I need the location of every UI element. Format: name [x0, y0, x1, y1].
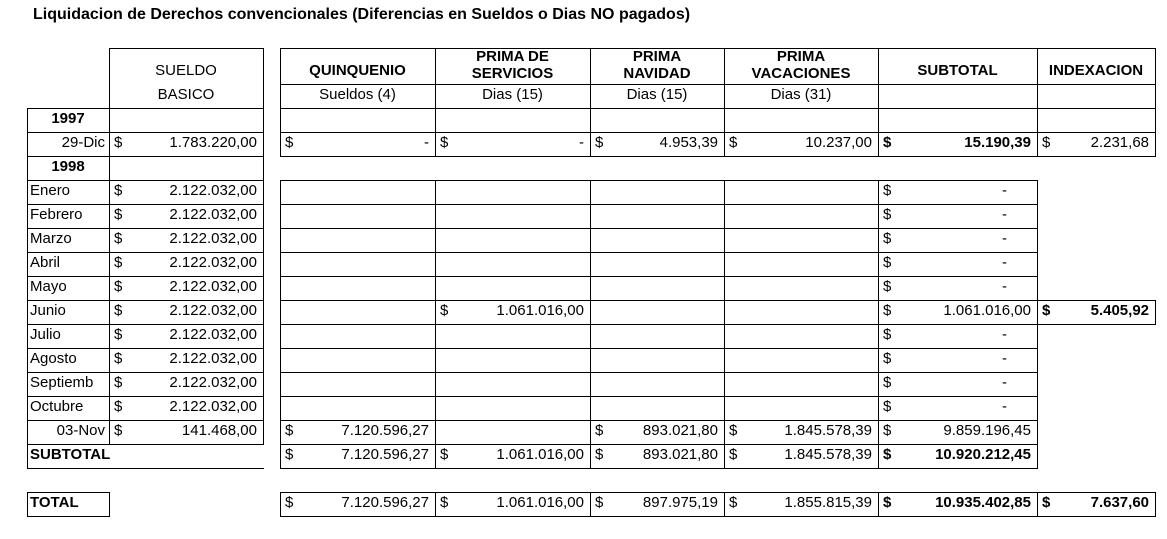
currency-sign: $ [883, 494, 892, 511]
currency-sign: $ [440, 494, 449, 511]
currency-sign: $ [114, 398, 123, 415]
currency-sign: $ [114, 278, 123, 295]
currency-sign: $ [1042, 302, 1051, 319]
currency-sign: $ [114, 254, 123, 271]
amount-value: 7.120.596,27 [341, 494, 429, 511]
subtotal-cell [878, 396, 1037, 420]
subtotal-row-label: SUBTOTAL [30, 446, 111, 463]
amount-value: 2.122.032,00 [169, 254, 257, 271]
amount-value: 2.122.032,00 [169, 350, 257, 367]
indexacion-cell [1037, 132, 1155, 156]
prima-servicios-cell [435, 444, 590, 468]
currency-sign: $ [440, 302, 449, 319]
amount-value: 141.468,00 [181, 422, 257, 439]
amount-value: - [1002, 182, 1007, 199]
currency-sign: $ [729, 446, 738, 463]
currency-sign: $ [883, 134, 892, 151]
currency-sign: $ [883, 422, 892, 439]
sueldo-cell [109, 276, 263, 300]
amount-value: 10.920.212,45 [935, 446, 1031, 463]
header-indexacion: INDEXACION [1048, 62, 1144, 79]
currency-sign: $ [114, 302, 123, 319]
currency-sign: $ [114, 206, 123, 223]
grid-line [109, 48, 264, 49]
currency-sign: $ [595, 134, 604, 151]
prima-vacaciones-cell [724, 444, 878, 468]
sueldo-cell [109, 132, 263, 156]
currency-sign: $ [595, 494, 604, 511]
subheader-prima-vacaciones: Dias (31) [770, 86, 832, 103]
prima-navidad-cell [590, 132, 724, 156]
grid-line [435, 180, 436, 468]
amount-value: - [1002, 254, 1007, 271]
amount-value: 5.405,92 [1090, 302, 1149, 319]
amount-value: 2.122.032,00 [169, 230, 257, 247]
amount-value: - [1002, 398, 1007, 415]
quinquenio-cell [280, 444, 435, 468]
amount-value: 9.859.196,45 [943, 422, 1031, 439]
indexacion-cell [1037, 492, 1155, 516]
sueldo-cell [109, 372, 263, 396]
row-label: Julio [30, 326, 61, 343]
currency-sign: $ [883, 182, 892, 199]
amount-value: 2.122.032,00 [169, 302, 257, 319]
currency-sign: $ [440, 446, 449, 463]
currency-sign: $ [114, 230, 123, 247]
indexacion-cell [1037, 300, 1155, 324]
grid-line [280, 156, 1156, 157]
row-label: Junio [30, 302, 66, 319]
sueldo-cell [109, 348, 263, 372]
sueldo-cell [109, 228, 263, 252]
header-sueldo-line1: SUELDO [155, 62, 217, 79]
row-label: Febrero [30, 206, 83, 223]
currency-sign: $ [285, 494, 294, 511]
currency-sign: $ [1042, 494, 1051, 511]
amount-value: 4.953,39 [659, 134, 718, 151]
row-label: Mayo [30, 278, 67, 295]
currency-sign: $ [883, 398, 892, 415]
amount-value: 15.190,39 [964, 134, 1031, 151]
amount-value: 1.855.815,39 [784, 494, 872, 511]
amount-value: 2.122.032,00 [169, 206, 257, 223]
subheader-quinquenio: Sueldos (4) [319, 86, 396, 103]
prima-vacaciones-cell [724, 492, 878, 516]
header-sueldo-line2: BASICO [157, 86, 215, 103]
header-prima-navidad: PRIMA NAVIDAD [623, 48, 691, 82]
subtotal-cell [878, 324, 1037, 348]
amount-value: 7.120.596,27 [341, 422, 429, 439]
amount-value: 1.845.578,39 [784, 422, 872, 439]
currency-sign: $ [440, 134, 449, 151]
subtotal-cell [878, 372, 1037, 396]
header-prima-servicios: PRIMA DE SERVICIOS [471, 48, 554, 82]
currency-sign: $ [285, 446, 294, 463]
currency-sign: $ [729, 134, 738, 151]
sueldo-cell [109, 324, 263, 348]
subtotal-cell [878, 492, 1037, 516]
amount-value: 1.061.016,00 [496, 302, 584, 319]
amount-value: - [579, 134, 584, 151]
quinquenio-cell [280, 132, 435, 156]
amount-value: 2.122.032,00 [169, 182, 257, 199]
currency-sign: $ [883, 350, 892, 367]
subtotal-cell [878, 300, 1037, 324]
row-label: 03-Nov [56, 422, 105, 439]
currency-sign: $ [114, 374, 123, 391]
subtotal-cell [878, 276, 1037, 300]
subtotal-cell [878, 252, 1037, 276]
prima-navidad-cell [590, 444, 724, 468]
grid-line [280, 468, 1038, 469]
amount-value: 1.061.016,00 [496, 446, 584, 463]
row-label: Abril [30, 254, 61, 271]
amount-value: - [1002, 326, 1007, 343]
sueldo-cell [109, 252, 263, 276]
currency-sign: $ [883, 230, 892, 247]
currency-sign: $ [285, 134, 294, 151]
amount-value: 893.021,80 [642, 422, 718, 439]
year-1998: 1998 [51, 158, 85, 175]
currency-sign: $ [883, 206, 892, 223]
amount-value: 2.231,68 [1090, 134, 1149, 151]
currency-sign: $ [883, 374, 892, 391]
amount-value: - [1002, 350, 1007, 367]
page-title: Liquidacion de Derechos convencionales (Diferencias en Sueldos o Dias NO pagados) [33, 6, 691, 23]
subtotal-cell [878, 228, 1037, 252]
amount-value: 893.021,80 [642, 446, 718, 463]
currency-sign: $ [285, 422, 294, 439]
header-quinquenio: QUINQUENIO [309, 62, 406, 79]
prima-servicios-cell [435, 300, 590, 324]
amount-value: 1.783.220,00 [169, 134, 257, 151]
amount-value: 10.237,00 [805, 134, 872, 151]
currency-sign: $ [114, 350, 123, 367]
row-label: Marzo [30, 230, 72, 247]
subheader-prima-servicios: Dias (15) [482, 86, 543, 103]
amount-value: - [1002, 206, 1007, 223]
currency-sign: $ [114, 134, 123, 151]
amount-value: 2.122.032,00 [169, 326, 257, 343]
grid-line [280, 108, 1156, 109]
year-1997: 1997 [51, 110, 85, 127]
sueldo-cell [109, 420, 263, 444]
prima-servicios-cell [435, 132, 590, 156]
grid-line [27, 468, 264, 469]
subtotal-cell [878, 180, 1037, 204]
subtotal-cell [878, 348, 1037, 372]
quinquenio-cell [280, 420, 435, 444]
currency-sign: $ [883, 326, 892, 343]
amount-value: 7.120.596,27 [341, 446, 429, 463]
currency-sign: $ [729, 422, 738, 439]
quinquenio-cell [280, 492, 435, 516]
row-label: Septiemb [30, 374, 94, 391]
amount-value: - [424, 134, 429, 151]
amount-value: - [1002, 278, 1007, 295]
amount-value: 2.122.032,00 [169, 278, 257, 295]
amount-value: - [1002, 230, 1007, 247]
subtotal-cell [878, 420, 1037, 444]
amount-value: 897.975,19 [642, 494, 718, 511]
currency-sign: $ [883, 254, 892, 271]
header-subtotal: SUBTOTAL [917, 62, 998, 79]
currency-sign: $ [883, 278, 892, 295]
amount-value: 2.122.032,00 [169, 374, 257, 391]
prima-vacaciones-cell [724, 420, 878, 444]
currency-sign: $ [595, 422, 604, 439]
header-prima-vacaciones: PRIMA VACACIONES [751, 48, 851, 82]
amount-value: 10.935.402,85 [935, 494, 1031, 511]
currency-sign: $ [595, 446, 604, 463]
prima-navidad-cell [590, 492, 724, 516]
sueldo-cell [109, 300, 263, 324]
prima-servicios-cell [435, 492, 590, 516]
row-label: Octubre [30, 398, 84, 415]
currency-sign: $ [1042, 134, 1051, 151]
prima-vacaciones-cell [724, 132, 878, 156]
grid-line [1155, 48, 1156, 156]
amount-value: 1.845.578,39 [784, 446, 872, 463]
subheader-prima-navidad: Dias (15) [626, 86, 688, 103]
subtotal-cell [878, 204, 1037, 228]
currency-sign: $ [114, 326, 123, 343]
row-label: 29-Dic [61, 134, 105, 151]
currency-sign: $ [114, 422, 123, 439]
amount-value: 1.061.016,00 [496, 494, 584, 511]
currency-sign: $ [883, 446, 892, 463]
prima-navidad-cell [590, 420, 724, 444]
sueldo-cell [109, 396, 263, 420]
subtotal-cell [878, 444, 1037, 468]
row-label: Agosto [30, 350, 77, 367]
currency-sign: $ [729, 494, 738, 511]
amount-value: - [1002, 374, 1007, 391]
currency-sign: $ [114, 182, 123, 199]
row-label: Enero [30, 182, 71, 199]
sueldo-cell [109, 180, 263, 204]
total-row-label: TOTAL [30, 494, 79, 511]
amount-value: 7.637,60 [1090, 494, 1149, 511]
amount-value: 2.122.032,00 [169, 398, 257, 415]
currency-sign: $ [883, 302, 892, 319]
amount-value: 1.061.016,00 [943, 302, 1031, 319]
subtotal-cell [878, 132, 1037, 156]
sueldo-cell [109, 204, 263, 228]
